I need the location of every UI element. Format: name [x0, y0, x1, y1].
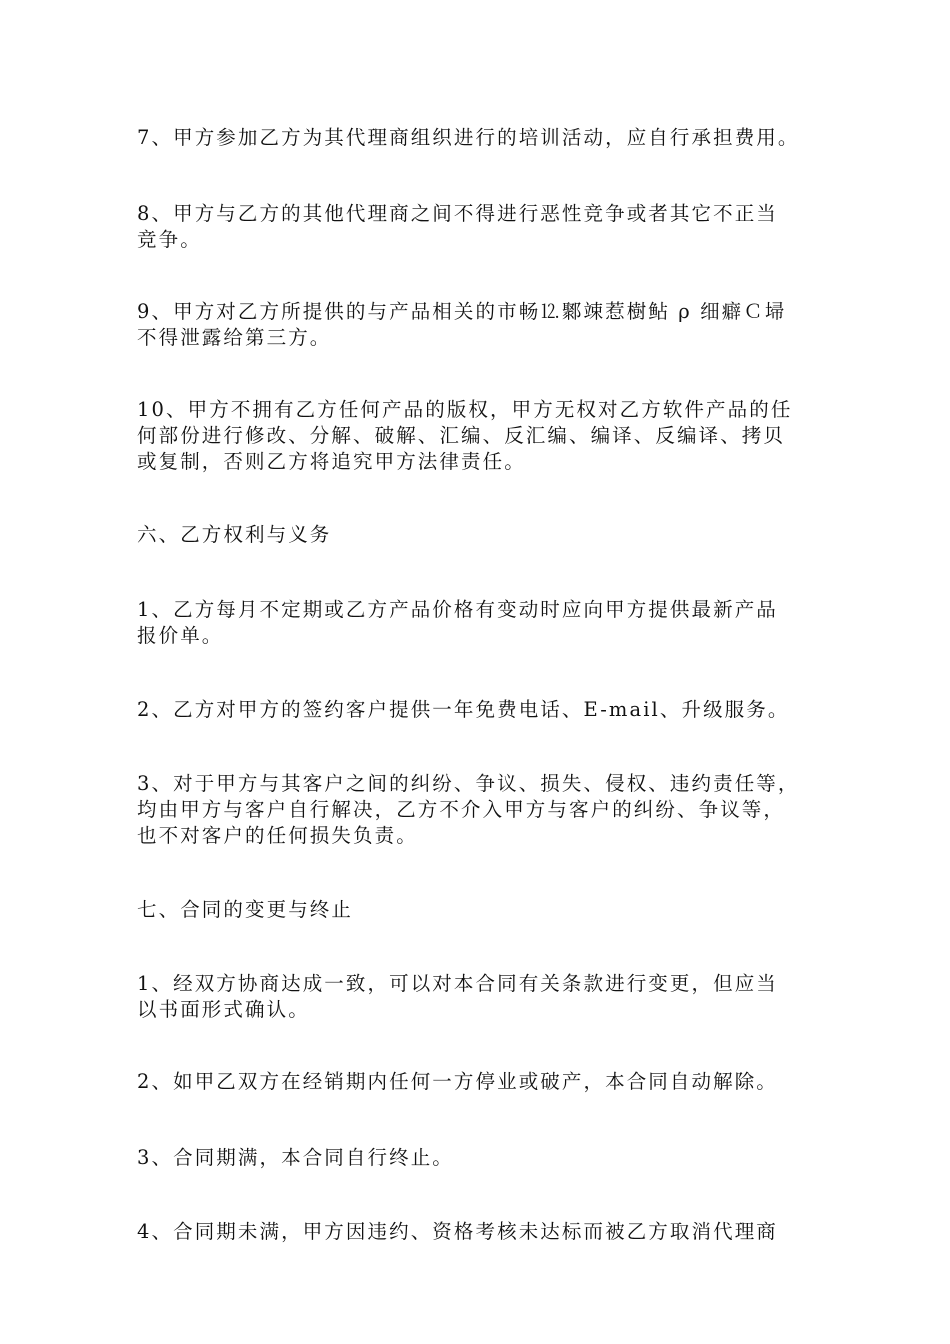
text-line: 8、甲方与乙方的其他代理商之间不得进行恶性竞争或者其它不正当 [137, 202, 778, 225]
text-line: 10、甲方不拥有乙方任何产品的版权，甲方无权对乙方软件产品的任 [137, 398, 793, 421]
text-line: 何部份进行修改、分解、破解、汇编、反汇编、编译、反编译、拷贝 [137, 424, 786, 447]
text-line: 以书面形式确认。 [137, 998, 310, 1021]
clause-c4 [137, 1219, 827, 1245]
clause-c3 [137, 1145, 827, 1171]
text-line: 2、如甲乙双方在经销期内任何一方停业或破产，本合同自动解除。 [137, 1070, 778, 1093]
clause-b3 [137, 771, 827, 849]
clause-a7 [137, 125, 827, 151]
text-line: 均由甲方与客户自行解决，乙方不介入甲方与客户的纠纷、争议等， [137, 798, 786, 821]
clause-c1 [137, 971, 827, 1023]
text-line: 报价单。 [137, 624, 224, 647]
text-line: 1、乙方每月不定期或乙方产品价格有变动时应向甲方提供最新产品 [137, 598, 778, 621]
text-line: 竞争。 [137, 228, 202, 251]
clause-c2 [137, 1069, 827, 1095]
clause-a9 [137, 299, 827, 351]
text-line: 9、甲方对乙方所提供的与产品相关的市畅⒓鄹竦惹樹鲇 ρ 细癖Ｃ埽 [137, 300, 787, 323]
clause-a8 [137, 201, 827, 253]
section-heading-six [137, 522, 827, 548]
text-line: 或复制，否则乙方将追究甲方法律责任。 [137, 450, 526, 473]
text-line: 3、对于甲方与其客户之间的纠纷、争议、损失、侵权、违约责任等， [137, 772, 800, 795]
heading-text: 六、乙方权利与义务 [137, 523, 332, 546]
text-line: 不得泄露给第三方。 [137, 326, 332, 349]
clause-a10 [137, 397, 827, 475]
text-line: 7、甲方参加乙方为其代理商组织进行的培训活动，应自行承担费用。 [137, 126, 800, 149]
section-heading-seven [137, 897, 827, 923]
heading-text: 七、合同的变更与终止 [137, 898, 354, 921]
text-line: 也不对客户的任何损失负责。 [137, 824, 418, 847]
text-line: 1、经双方协商达成一致，可以对本合同有关条款进行变更，但应当 [137, 972, 778, 995]
clause-b1 [137, 597, 827, 649]
text-line: 4、合同期未满，甲方因违约、资格考核未达标而被乙方取消代理商 [137, 1220, 778, 1243]
clause-b2 [137, 697, 827, 723]
text-line: 3、合同期满，本合同自行终止。 [137, 1146, 454, 1169]
text-line: 2、乙方对甲方的签约客户提供一年免费电话、E-mail、升级服务。 [137, 698, 790, 721]
